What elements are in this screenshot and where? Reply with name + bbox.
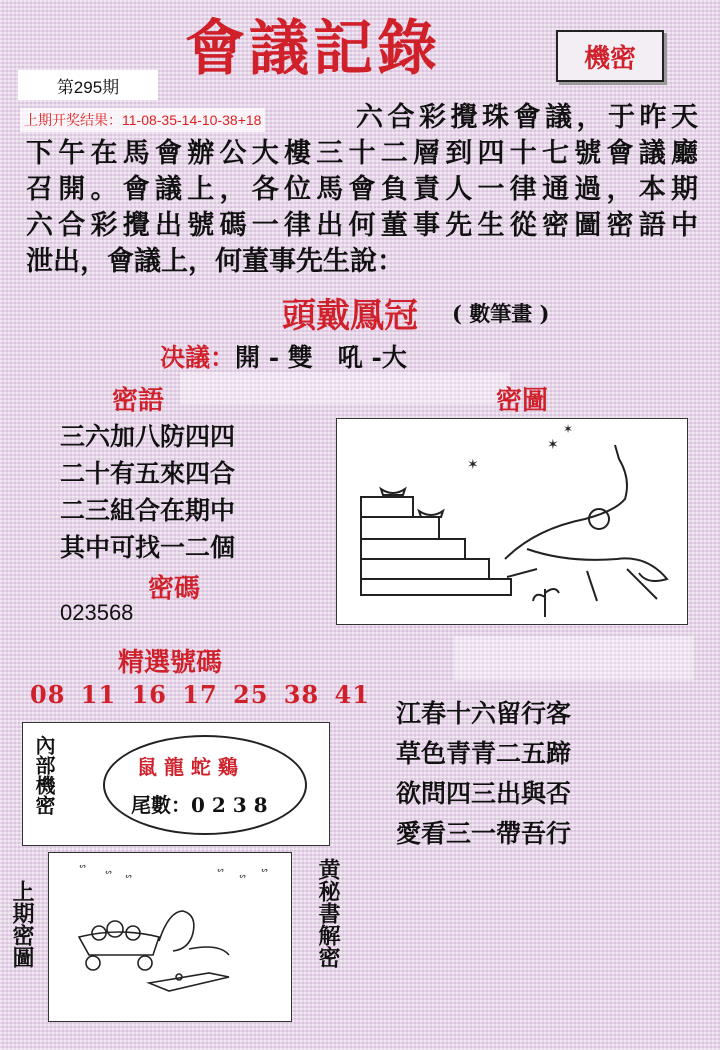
page-title: 會議記錄 (185, 14, 441, 84)
blank-patch (180, 372, 510, 404)
mouse-cart-illustration (49, 853, 291, 1021)
inside-secret-box (22, 722, 330, 846)
svg-text:ᔥ: ᔥ (239, 873, 247, 886)
resolution-text: 開 - 雙 吼 -大 (235, 343, 407, 372)
secret-words-heading: 密語 (112, 386, 165, 416)
secret-picture-heading: 密圖 (496, 386, 549, 416)
zodiac-oval (103, 735, 307, 835)
poem-line: 愛看三一帶吾行 (396, 819, 572, 848)
selected-numbers: 08 11 16 17 25 38 41 (30, 680, 370, 709)
secret-code: 023568 (60, 600, 134, 625)
secret-words-line: 二十有五來四合 (60, 459, 236, 488)
last-secret-picture (48, 852, 292, 1022)
svg-text:ᔥ: ᔥ (79, 863, 87, 876)
blank-patch (454, 636, 694, 680)
secret-code-heading: 密碼 (148, 574, 201, 604)
zodiac-list: 鼠 龍 蛇 鷄 (137, 755, 238, 779)
secret-picture (336, 418, 688, 625)
intro-line: 下午在馬會辦公大樓三十二層到四十七號會議廳 (26, 138, 698, 169)
inside-secret-label: 內部機密 (32, 735, 56, 815)
issue-number: 第295期 (18, 70, 158, 100)
resolution (160, 338, 407, 374)
selected-numbers-heading: 精選號碼 (118, 648, 223, 678)
secretary-label: 黄秘書解密 (315, 858, 341, 968)
svg-text:ᔥ: ᔥ (261, 867, 269, 880)
intro-line: 召開。會議上，各位馬會負責人一律通過，本期 (26, 174, 698, 205)
poem-line: 草色青青二五蹄 (396, 739, 572, 768)
secret-words-line: 三六加八防四四 (60, 422, 236, 451)
secret-words (60, 418, 235, 566)
intro-line: 六合彩攪珠會議，于昨天 (356, 102, 698, 133)
svg-text:ᔥ: ᔥ (125, 873, 133, 886)
svg-text:✶: ✶ (547, 437, 559, 453)
intro-paragraph (26, 100, 698, 280)
resolution-label: 决議： (160, 343, 236, 372)
tail-numbers: 尾數：0 2 3 8 (131, 793, 268, 817)
motto-note: ( 數筆畫 ) (452, 301, 550, 326)
svg-text:✶: ✶ (563, 422, 574, 436)
motto: 頭戴鳳冠 (282, 296, 418, 336)
intro-line: 六合彩攪出號碼一律出何董事先生從密圖密語中 (26, 210, 698, 241)
stairs-deer-illustration (337, 419, 687, 624)
svg-text:✶: ✶ (467, 457, 479, 473)
last-result: 上期开奖结果：11-08-35-14-10-38+18 (20, 108, 265, 132)
last-picture-label: 上期密圖 (9, 880, 35, 968)
secret-words-line: 二三組合在期中 (60, 496, 236, 525)
svg-text:ᔥ: ᔥ (105, 869, 113, 882)
poem-line: 江春十六留行客 (396, 699, 572, 728)
secret-tag: 機密 (556, 30, 664, 82)
svg-text:ᔥ: ᔥ (217, 867, 225, 880)
poem-line: 欲問四三出與否 (396, 779, 572, 808)
poem (396, 694, 571, 854)
secret-words-line: 其中可找一二個 (60, 533, 236, 562)
intro-line: 泄出，會議上，何董事先生說： (26, 246, 404, 277)
